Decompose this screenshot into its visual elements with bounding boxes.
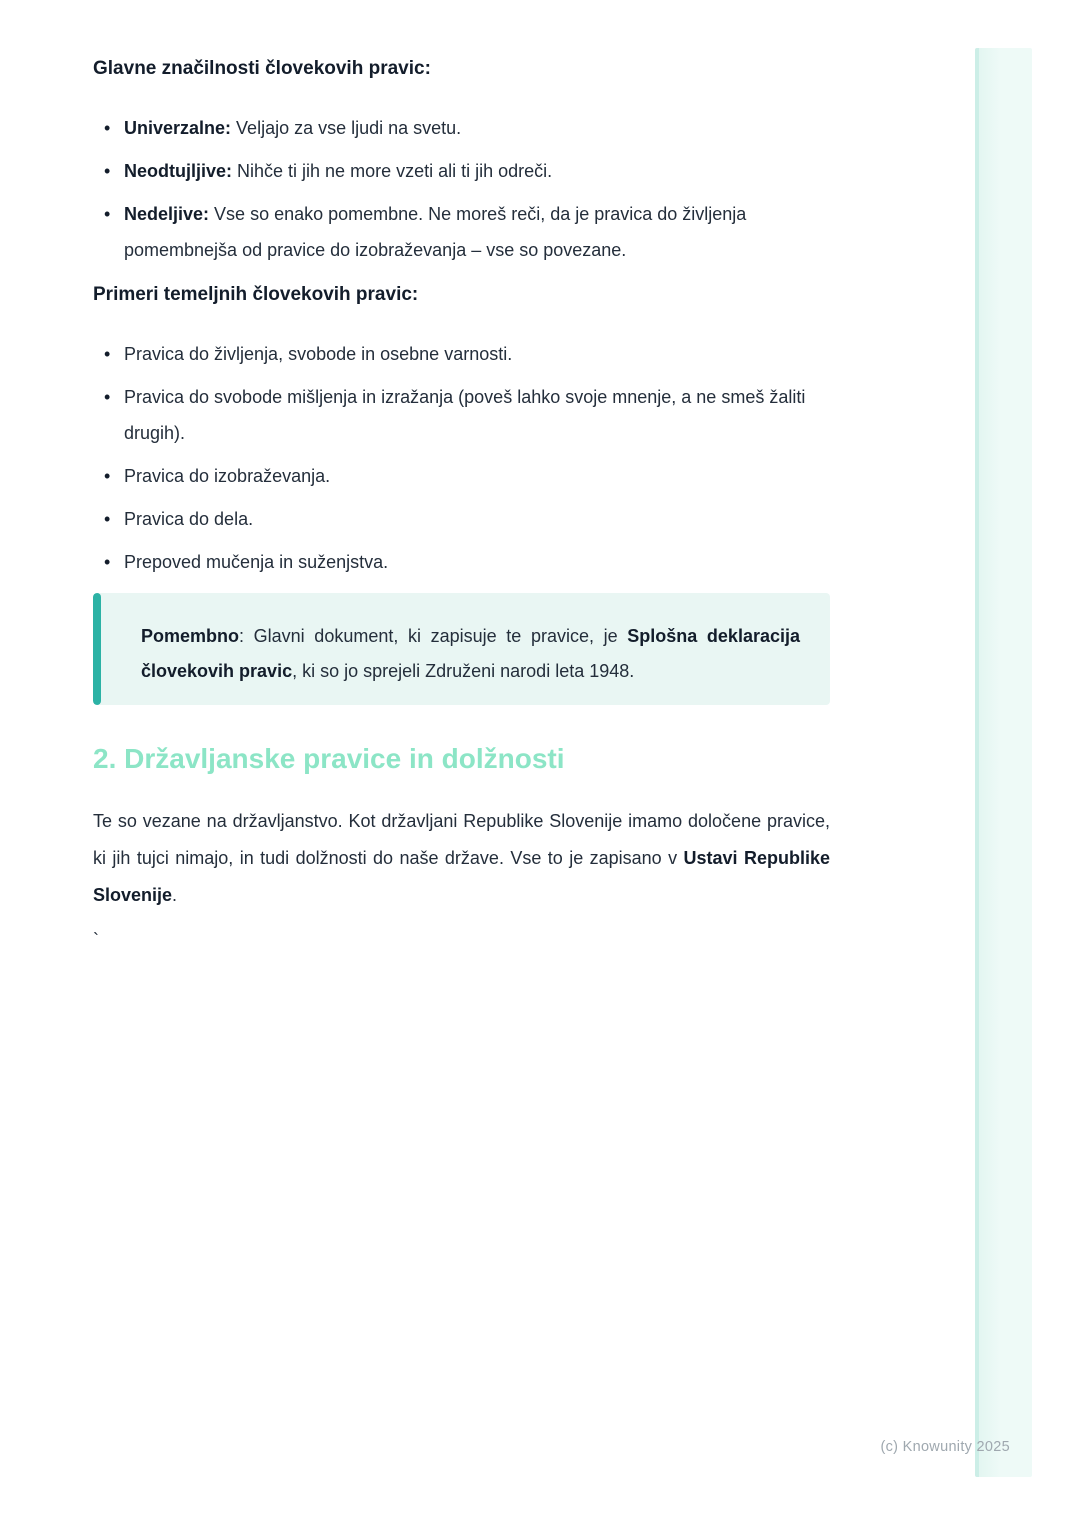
list-item-izobrazevanje: • Pravica do izobraževanja. [93,458,830,494]
list-item-svoboda-misljenja: • Pravica do svobode mišljenja in izražanja (poveš lahko svoje mnenje, a ne smeš žaliti drugih). [93,379,830,451]
callout-text-part: : Glavni dokument, ki zapisuje te pravice, je [239,626,628,646]
list-item-neodtujljive [93,153,830,189]
list-item-zivljenje: • Pravica do življenja, svobode in osebne varnosti. [93,336,830,372]
callout-text-part: , ki so jo sprejeli Združeni narodi leta 1948. [292,661,635,681]
page-side-strip [975,48,1032,1477]
paragraph-text: . [172,885,178,905]
callout-bold-lead: Pomembno [141,626,240,646]
callout-text [101,593,830,705]
list-item-text: Veljajo za vse ljudi na svetu. [231,118,462,138]
list-primeri [93,336,830,580]
list-item-bold: Nedeljive: [124,204,210,224]
paragraph-drzavljanstvo [93,803,830,914]
list-item-bold: Neodtujljive: [124,161,233,181]
important-callout [93,593,830,705]
list-item-nedeljive [93,196,830,268]
list-item-prepoved-mucenja: • Prepoved mučenja in suženjstva. [93,544,830,580]
page-content [93,0,830,952]
heading-drzavljanske-pravice: 2. Državljanske pravice in dolžnosti [93,743,565,774]
heading-primeri-pravic: Primeri temeljnih človekovih pravic: [93,284,419,305]
list-znacilnosti [93,110,830,268]
paragraph-text: Te so vezane na državljanstvo. Kot državljani Republike Slovenije imamo določene pravice, ki jih tujci nimajo, in tudi dolžnosti do naše države. Vse to je zapisano v [93,811,830,868]
list-item-text: Nihče ti jih ne more vzeti ali ti jih odreči. [232,161,553,181]
callout-bold-document-name: Splošna deklaracija človekovih pravic [141,626,800,681]
copyright-footer: (c) Knowunity 2025 [880,1439,1010,1455]
stray-backtick-character: ` [93,930,99,950]
list-item-bold: Univerzalne: [124,118,232,138]
heading-glavne-znacilnosti: Glavne značilnosti človekovih pravic: [93,58,431,79]
list-item-text: Vse so enako pomembne. Ne moreš reči, da je pravica do življenja pomembnejša od pravice do izobraževanja – vse so povezane. [124,204,747,260]
callout-accent-bar [93,593,101,705]
list-item-univerzalne [93,110,830,146]
list-item-delo: • Pravica do dela. [93,501,830,537]
paragraph-bold-ustava: Ustavi Republike Slovenije [93,848,830,905]
